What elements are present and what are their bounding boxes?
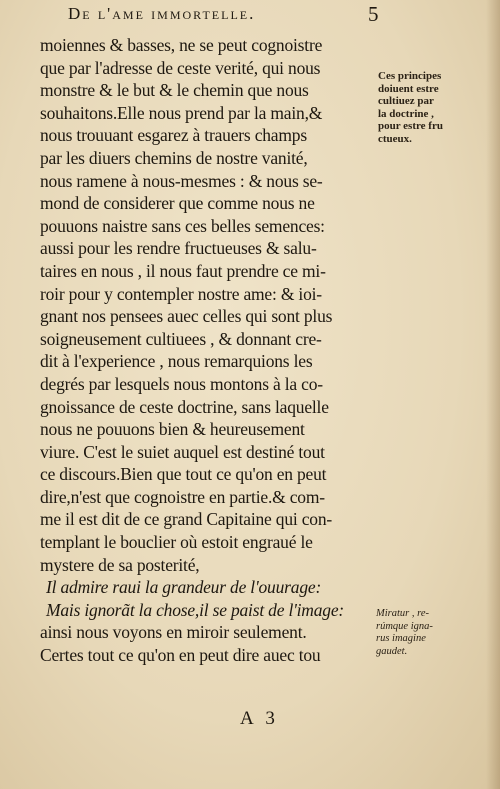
margin-note-line: gaudet. <box>376 645 408 657</box>
margin-note-line: rúmque igna- <box>376 620 433 632</box>
margin-note-line: Ces principes <box>378 70 442 82</box>
text-line: dit à l'experience , nous remarquions les <box>40 351 313 372</box>
text-line: roir pour y contempler nostre ame: & ioi- <box>40 283 322 304</box>
verse-line: Il admire raui la grandeur de l'ouurage: <box>46 577 322 598</box>
text-line: nous trouuant esgarez à trauers champs <box>40 125 307 146</box>
text-line: degrés par lesquels nous montons à la co- <box>40 373 323 394</box>
text-line: dire,n'est que cognoistre en partie.& com- <box>40 486 325 507</box>
text-line: mystere de sa posterité, <box>40 554 200 575</box>
text-line: ainsi nous voyons en miroir seulement. <box>40 622 307 643</box>
text-line: templant le bouclier où estoit engraué le <box>40 532 313 553</box>
margin-note-line: la doctrine , <box>378 107 434 120</box>
text-line: viure. C'est le suiet auquel est destiné tout <box>40 441 325 462</box>
verse-line: Mais ignorãt la chose,il se paist de l'image: <box>46 599 345 620</box>
text-line: taires en nous , il nous faut prendre ce mi- <box>40 260 326 281</box>
text-line: nous ramene à nous-mesmes : & nous se- <box>40 170 323 191</box>
margin-note-line: Miratur , re- <box>376 608 429 619</box>
text-line: mond de considerer que comme nous ne <box>40 193 315 214</box>
text-line: me il est dit de ce grand Capitaine qui con- <box>40 509 333 530</box>
text-line: souhaitons.Elle nous prend par la main,& <box>40 102 323 123</box>
text-line: gnant nos pensees auec celles qui sont plus <box>40 306 333 327</box>
text-line: gnoissance de ceste doctrine, sans laquelle <box>40 396 329 417</box>
text-line: nous ne pouuons bien & heureusement <box>40 419 305 440</box>
text-line: soigneusement cultiuees , & donnant cre- <box>40 328 322 349</box>
margin-note-line: ctueux. <box>378 132 412 145</box>
margin-note-line: rus imagine <box>376 633 426 644</box>
text-line: aussi pour les rendre fructueuses & salu- <box>40 238 317 259</box>
margin-note-top <box>378 70 443 145</box>
text-line: que par l'adresse de ceste verité, qui nous <box>40 57 321 78</box>
signature-mark: A 3 <box>240 708 279 729</box>
page-edge-shadow <box>486 0 500 789</box>
margin-note-line: cultiuez par <box>378 95 434 107</box>
margin-note-bottom <box>376 608 433 658</box>
running-head: De l'ame immortelle. <box>68 4 256 23</box>
margin-note-line: pour estre fru <box>378 120 443 132</box>
main-text-block <box>40 34 376 667</box>
page-number: 5 <box>368 2 379 26</box>
text-line: ce discours.Bien que tout ce qu'on en peut <box>40 464 327 485</box>
text-line: moiennes & basses, ne se peut cognoistre <box>40 35 323 55</box>
text-line: par les diuers chemins de nostre vanité, <box>40 147 308 168</box>
text-line: pouuons naistre sans ces belles semences: <box>40 215 325 236</box>
margin-note-line: doiuent estre <box>378 82 439 95</box>
text-line: monstre & le but & le chemin que nous <box>40 80 309 101</box>
text-line: Certes tout ce qu'on en peut dire auec tou <box>40 645 321 666</box>
